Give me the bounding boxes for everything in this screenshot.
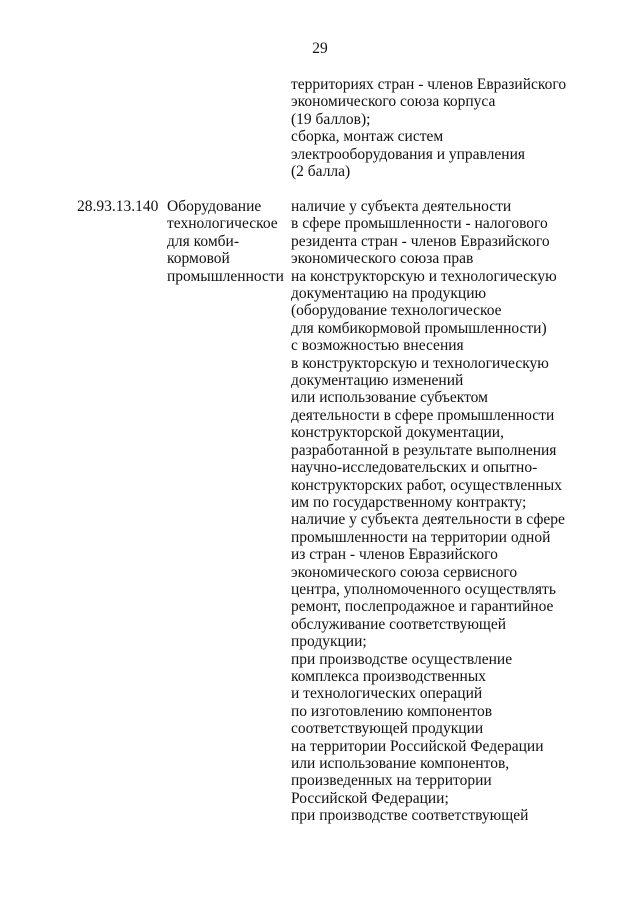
product-name <box>167 198 284 285</box>
text-line: ремонт, послепродажное и гарантийное <box>291 598 554 616</box>
text-line: из стран - членов Евразийского <box>291 546 498 564</box>
text-line: (2 балла) <box>291 163 351 181</box>
text-line: экономического союза корпуса <box>291 93 496 111</box>
text-line: промышленности <box>167 267 284 285</box>
text-line: (оборудование технологическое <box>291 302 502 320</box>
text-line: кормовой <box>167 250 230 268</box>
text-line: при производстве соответствующей <box>291 807 529 825</box>
text-line: в конструкторскую и технологическую <box>291 354 549 372</box>
text-line: центра, уполномоченного осуществлять <box>291 580 556 598</box>
text-line: и технологических операций <box>291 685 483 703</box>
text-line: экономического союза прав <box>291 250 474 268</box>
text-line: промышленности на территории одной <box>291 528 551 546</box>
text-line: экономического союза сервисного <box>291 563 518 581</box>
product-code: 28.93.13.140 <box>77 198 159 215</box>
text-line: конструкторской документации, <box>291 424 504 442</box>
text-line: с возможностью внесения <box>291 337 464 355</box>
text-line: Оборудование <box>167 198 262 215</box>
text-line: на конструкторскую и технологическую <box>291 267 557 285</box>
text-line: документацию на продукцию <box>291 285 487 303</box>
text-line: наличие у субъекта деятельности <box>291 198 512 215</box>
text-line: им по государственному контракту; <box>291 493 527 511</box>
text-line: деятельности в сфере промышленности <box>291 406 555 424</box>
text-line: обслуживание соответствующей <box>291 615 507 633</box>
text-line: документацию изменений <box>291 372 464 390</box>
text-line: или использование компонентов, <box>291 755 510 772</box>
text-line: продукции; <box>291 633 367 651</box>
text-line: электрооборудования и управления <box>291 145 525 163</box>
text-line: комплекса производственных <box>291 667 487 685</box>
text-line: разработанной в результате выполнения <box>291 441 557 459</box>
requirements-text <box>291 198 565 825</box>
continuation-text <box>291 76 566 180</box>
text-line: или использование субъектом <box>291 389 488 407</box>
text-line: соответствующей продукции <box>291 720 484 738</box>
text-line: резидента стран - членов Евразийского <box>291 232 550 250</box>
text-line: для комби- <box>167 232 239 250</box>
text-line: технологическое <box>167 215 278 233</box>
text-line: научно-исследовательских и опытно- <box>291 459 538 477</box>
text-line: территориях стран - членов Евразийского <box>291 76 567 93</box>
text-line: на территории Российской Федерации <box>291 737 544 755</box>
text-line: по изготовлению компонентов <box>291 702 493 720</box>
page-number: 29 <box>312 40 328 57</box>
text-line: Российской Федерации; <box>291 789 449 807</box>
text-line: конструкторских работ, осуществленных <box>291 476 562 494</box>
text-line: (19 баллов); <box>291 110 371 128</box>
text-line: в сфере промышленности - налогового <box>291 215 548 233</box>
text-line: произведенных на территории <box>291 772 492 790</box>
text-line: при производстве осуществление <box>291 650 513 668</box>
text-line: сборка, монтаж систем <box>291 128 444 146</box>
text-line: для комбикормовой промышленности) <box>291 319 547 337</box>
text-line: наличие у субъекта деятельности в сфере <box>291 511 565 529</box>
